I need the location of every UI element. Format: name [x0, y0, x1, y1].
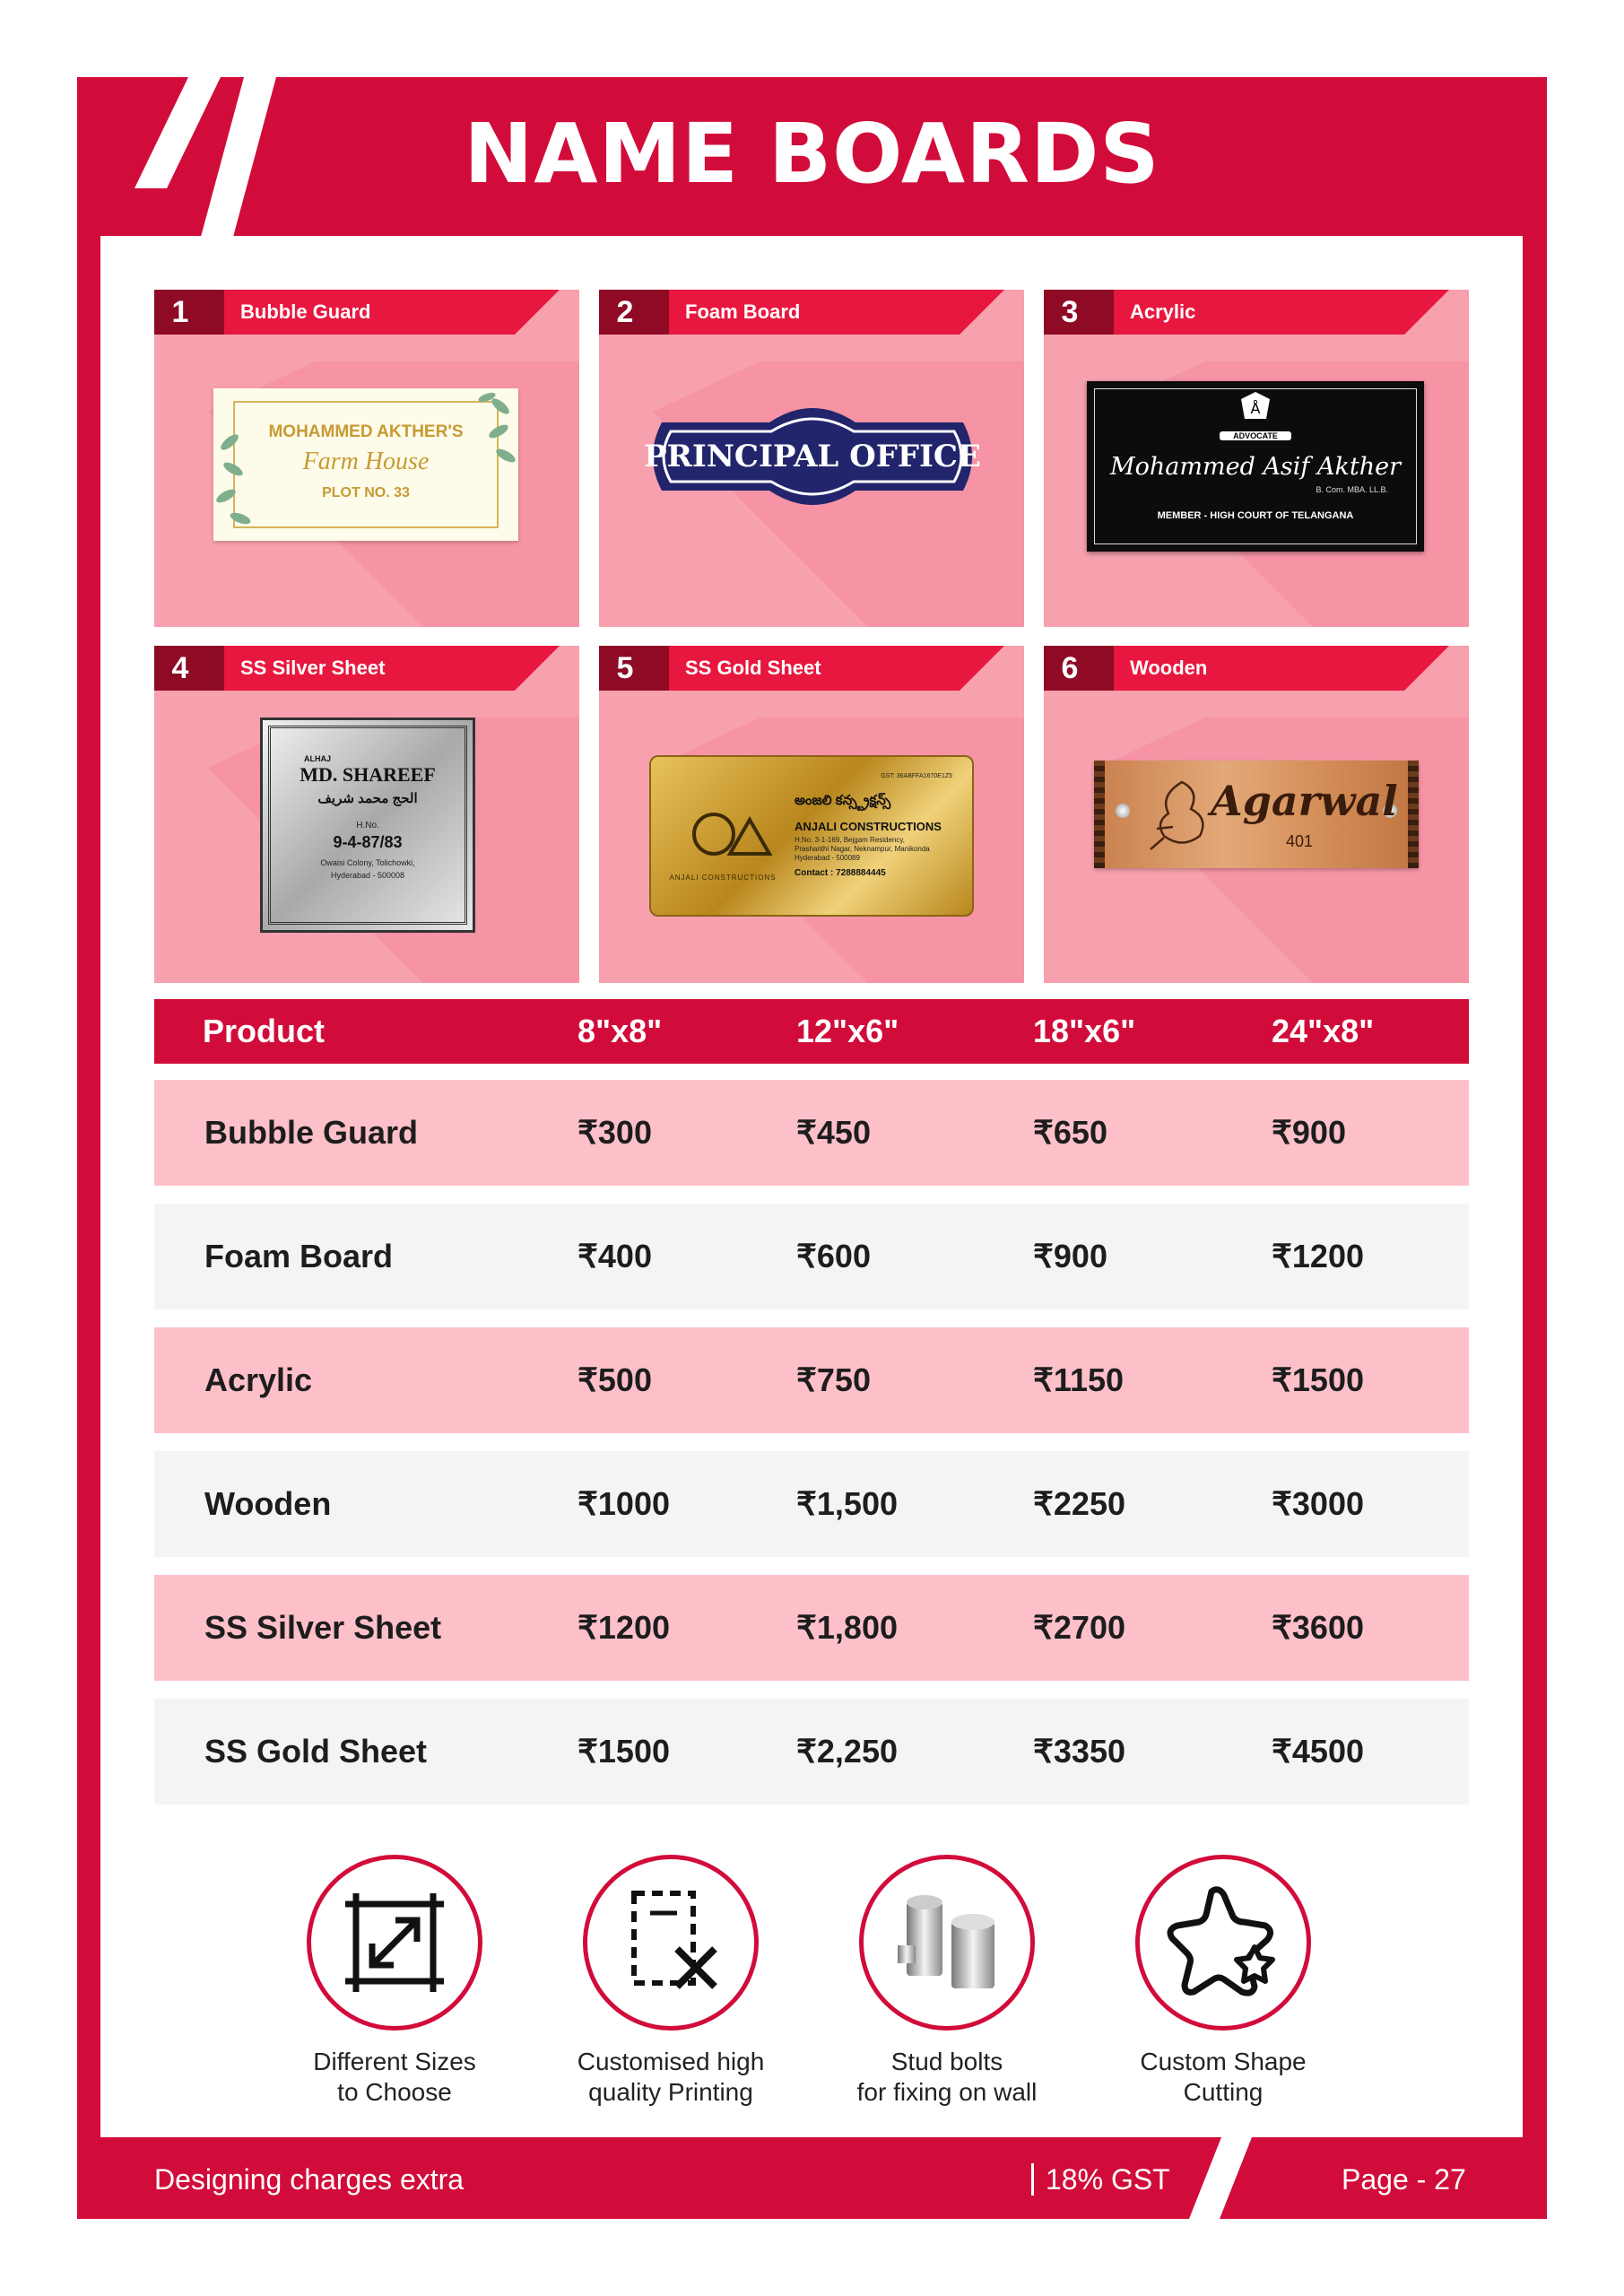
ss-silver-sample — [260, 718, 475, 933]
feature-caption — [812, 2047, 1081, 2108]
ganesha-motif-icon — [1146, 773, 1218, 854]
product-name: Bubble Guard — [204, 1114, 419, 1151]
bubble-guard-sample — [213, 388, 518, 541]
footer-designing-note: Designing charges extra — [154, 2163, 465, 2196]
price-cell: ₹900 — [1033, 1238, 1107, 1274]
feature-circle — [583, 1855, 759, 2031]
table-row — [154, 1204, 1469, 1309]
plate-name: ANJALI CONSTRUCTIONS — [795, 820, 942, 833]
price-cell: ₹400 — [578, 1238, 652, 1274]
plate-number: 401 — [1286, 832, 1314, 850]
product-name: SS Silver Sheet — [204, 1609, 442, 1646]
ss-gold-sample — [649, 755, 974, 917]
price-cell: ₹1000 — [578, 1485, 670, 1522]
table-row — [154, 1327, 1469, 1433]
card-number: 5 — [616, 651, 634, 685]
card-tab — [1044, 290, 1449, 335]
card-label: Wooden — [1130, 657, 1208, 679]
price-cell: ₹2250 — [1033, 1485, 1125, 1522]
plate-telugu: అంజలి కన్స్ట్రక్షన్స్ — [795, 793, 891, 808]
price-cell: ₹2700 — [1033, 1609, 1125, 1646]
feature-caption-line1: Stud bolts — [890, 2048, 1003, 2075]
product-name: Wooden — [204, 1485, 332, 1522]
card-tab — [154, 290, 560, 335]
svg-text:Å: Å — [1250, 400, 1261, 417]
header-size-12x6: 12"x6" — [796, 1013, 899, 1049]
table-row — [154, 1575, 1469, 1681]
stud-bolt-icon — [864, 1859, 1030, 2026]
anjali-logo-icon — [678, 802, 777, 874]
header-size-8x8: 8"x8" — [578, 1013, 663, 1049]
feature-caption-line1: Customised high — [577, 2048, 765, 2075]
plate-text: PRINCIPAL OFFICE — [644, 439, 981, 474]
feature-caption — [536, 2047, 805, 2108]
card-label: Bubble Guard — [240, 300, 371, 323]
feature-circle — [307, 1855, 482, 2031]
feature-circle — [1135, 1855, 1311, 2031]
feature-stud-bolts — [812, 1855, 1081, 2106]
plate-address-1: Owaisi Colony, Tolichowki, — [320, 858, 415, 867]
card-bubble-guard — [154, 290, 579, 627]
acrylic-sample — [1087, 381, 1424, 552]
advocate-logo-icon — [1239, 390, 1272, 422]
footer-slash-decoration — [1189, 2137, 1261, 2219]
feature-caption-line1: Different Sizes — [313, 2048, 476, 2075]
price-cell: ₹1500 — [578, 1733, 670, 1770]
feature-caption-line2: for fixing on wall — [856, 2078, 1038, 2106]
card-number: 6 — [1061, 651, 1079, 685]
plate-address-2: Hyderabad - 500008 — [330, 871, 405, 880]
card-wooden — [1044, 646, 1469, 983]
footer-gst-note: 18% GST — [1046, 2163, 1170, 2196]
price-cell: ₹4500 — [1272, 1733, 1364, 1770]
price-cell: ₹900 — [1272, 1114, 1346, 1151]
plate-name: MD. SHAREEF — [300, 763, 436, 786]
feature-custom-printing — [536, 1855, 805, 2106]
card-tab — [154, 646, 560, 691]
card-tab — [1044, 646, 1449, 691]
feature-different-sizes — [260, 1855, 529, 2106]
feature-caption-line1: Custom Shape — [1140, 2048, 1307, 2075]
plate-address-1: H.No. 3-1-169, Bejgam Residency, — [795, 836, 906, 844]
feature-circle — [859, 1855, 1035, 2031]
plate-text-line2: Farm House — [302, 448, 430, 475]
plate-address-2: Prashanthi Nagar, Neknampur, Manikonda — [795, 845, 930, 853]
plate-address-3: Hyderabad - 500089 — [795, 854, 860, 862]
card-label: Foam Board — [685, 300, 801, 323]
feature-caption-line2: to Choose — [337, 2078, 452, 2106]
card-acrylic — [1044, 290, 1469, 627]
price-cell: ₹650 — [1033, 1114, 1107, 1151]
plate-footer: MEMBER - HIGH COURT OF TELANGANA — [1157, 510, 1354, 521]
price-cell: ₹1200 — [578, 1609, 670, 1646]
feature-caption-line2: Cutting — [1183, 2078, 1264, 2106]
plate-house-number: 9-4-87/83 — [333, 833, 403, 851]
card-number: 2 — [616, 295, 634, 329]
feature-caption-line2: quality Printing — [588, 2078, 753, 2106]
resize-icon — [311, 1859, 478, 2026]
card-ss-gold-sheet — [599, 646, 1024, 983]
acrylic-badge: ADVOCATE — [1220, 431, 1291, 440]
plate-name: Agarwal — [1211, 777, 1398, 825]
header-product: Product — [203, 1013, 326, 1049]
card-tab — [599, 290, 1004, 335]
price-cell: ₹450 — [796, 1114, 871, 1151]
price-cell: ₹3350 — [1033, 1733, 1125, 1770]
product-name: SS Gold Sheet — [204, 1733, 428, 1770]
plate-contact: Contact : 7288884445 — [795, 868, 886, 878]
price-cell: ₹3000 — [1272, 1485, 1364, 1522]
product-name: Acrylic — [204, 1361, 313, 1398]
print-design-icon — [587, 1859, 754, 2026]
price-cell: ₹750 — [796, 1361, 871, 1398]
plate-text-line1: MOHAMMED AKTHER'S — [268, 422, 464, 441]
price-cell: ₹1,800 — [796, 1609, 898, 1646]
feature-caption — [1089, 2047, 1358, 2108]
card-label: Acrylic — [1130, 300, 1196, 323]
card-label: SS Silver Sheet — [240, 657, 386, 679]
price-cell: ₹1,500 — [796, 1485, 898, 1522]
plate-text-line3: PLOT NO. 33 — [322, 485, 410, 500]
feature-custom-shape — [1089, 1855, 1358, 2106]
price-cell: ₹2,250 — [796, 1733, 898, 1770]
wooden-sample — [1094, 761, 1419, 868]
price-cell: ₹500 — [578, 1361, 652, 1398]
header-size-18x6: 18"x6" — [1033, 1013, 1136, 1049]
product-name: Foam Board — [204, 1238, 394, 1274]
table-row — [154, 1080, 1469, 1186]
card-number: 1 — [171, 295, 189, 329]
card-tab — [599, 646, 1004, 691]
price-table-header — [154, 999, 1469, 1064]
plate-top-text: ALHAJ — [304, 754, 332, 763]
feature-caption — [260, 2047, 529, 2108]
footer-divider — [1031, 2163, 1034, 2196]
price-cell: ₹1150 — [1033, 1361, 1125, 1398]
price-cell: ₹600 — [796, 1238, 871, 1274]
plate-subtitle: B. Com. MBA. LL.B. — [1316, 485, 1388, 494]
card-label: SS Gold Sheet — [685, 657, 821, 679]
card-foam-board — [599, 290, 1024, 627]
card-ss-silver-sheet — [154, 646, 579, 983]
card-number: 3 — [1061, 295, 1079, 329]
price-cell: ₹1200 — [1272, 1238, 1364, 1274]
card-number: 4 — [171, 651, 189, 685]
price-cell: ₹3600 — [1272, 1609, 1364, 1646]
price-cell: ₹300 — [578, 1114, 652, 1151]
plate-name: Mohammed Asif Akther — [1110, 453, 1401, 481]
table-row — [154, 1451, 1469, 1557]
plate-hno: H.No. — [356, 821, 379, 831]
foam-board-sample — [644, 394, 981, 519]
table-row — [154, 1699, 1469, 1805]
header-size-24x8: 24"x8" — [1272, 1013, 1375, 1049]
price-cell: ₹1500 — [1272, 1361, 1364, 1398]
plate-gst: GST: 36ABFFA1670E1Z5 — [881, 773, 952, 779]
star-shape-icon — [1140, 1859, 1307, 2026]
page-number: Page - 27 — [1342, 2163, 1466, 2196]
page-title: NAME BOARDS — [464, 106, 1160, 202]
plate-logo-text: ANJALI CONSTRUCTIONS — [669, 874, 777, 882]
plate-arabic: الحج محمد شريف — [317, 791, 418, 806]
